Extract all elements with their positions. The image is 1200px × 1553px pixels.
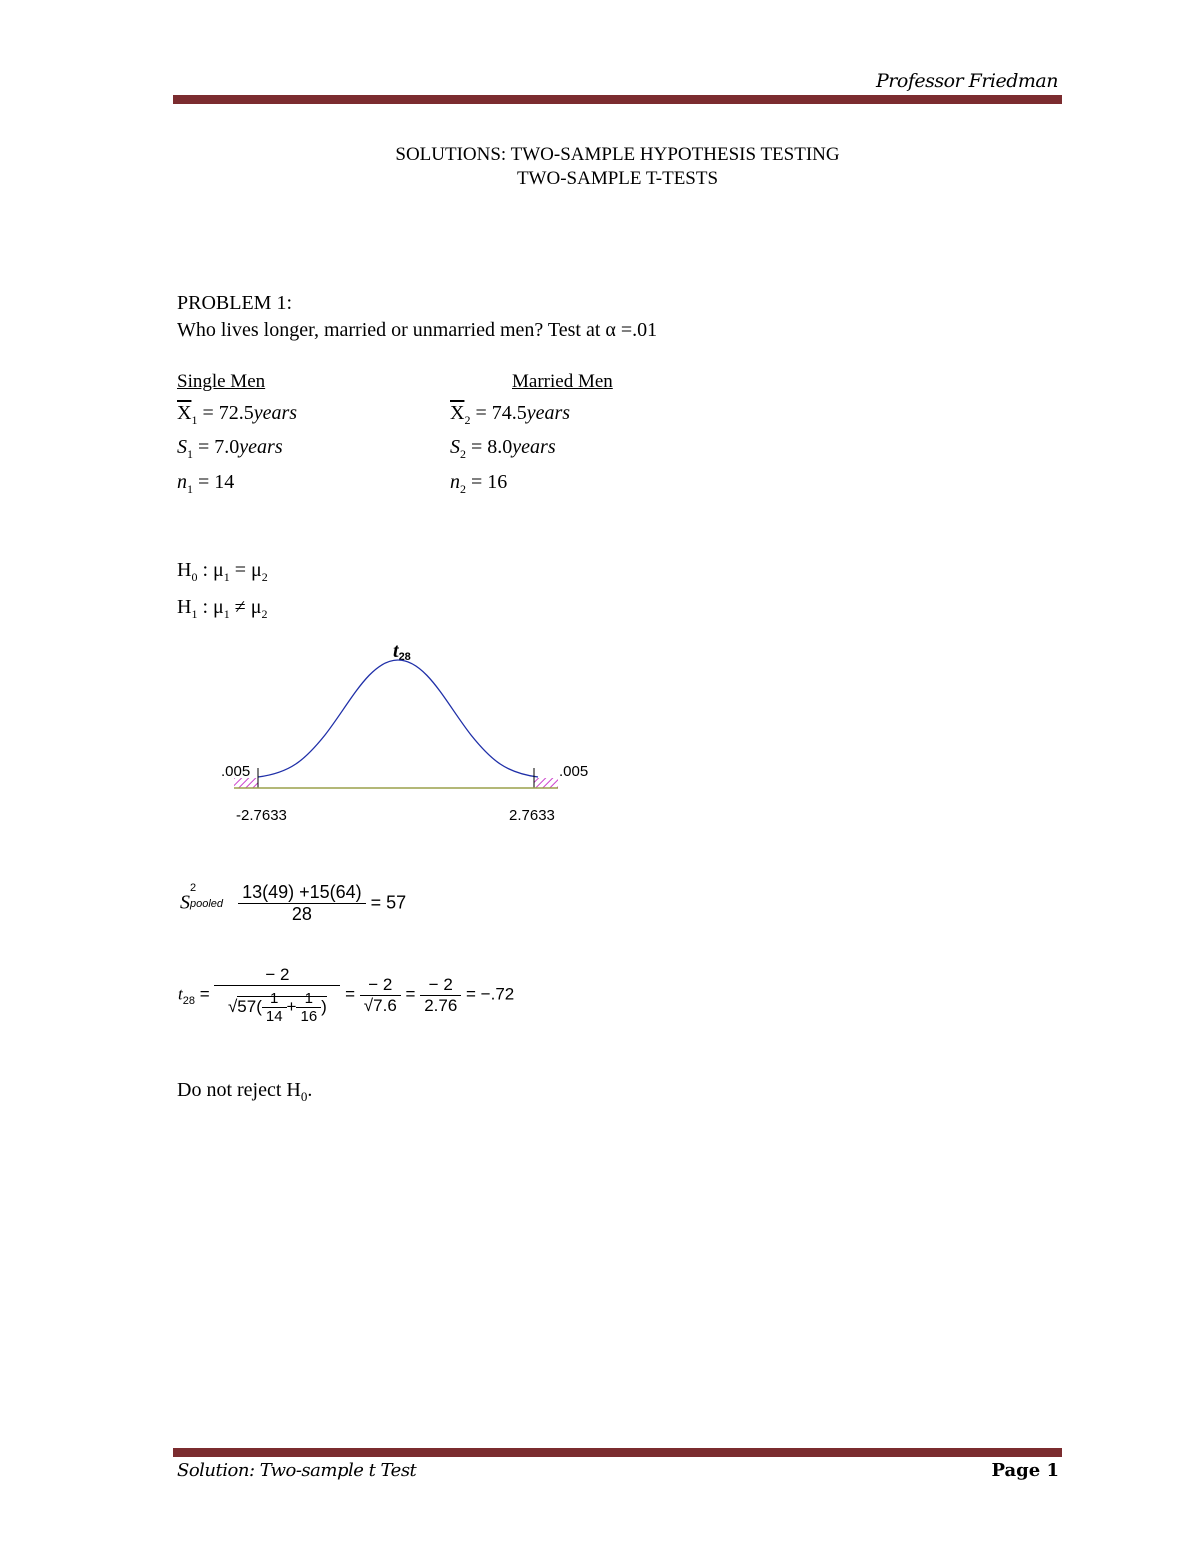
- page-subtitle: TWO-SAMPLE T-TESTS: [516, 168, 719, 189]
- right-tail-label: .005: [559, 763, 589, 780]
- t-statistic: $t_{28}$ = − 2 √57( $\frac{1}{14}$ + $\frac{1}{16}$ ) = $\frac{- 2}{√7.6}$ = $\frac{- 2}{2.76}$ = −.72: [178, 965, 515, 1025]
- conclusion: Do not reject $H_0$.: [177, 1079, 313, 1104]
- footer-rule: [173, 1448, 1062, 1457]
- page-number: Page 1: [991, 1460, 1059, 1481]
- single-sd: $S_1$ = 7.0years: [177, 436, 283, 461]
- header-author: Professor Friedman: [876, 70, 1058, 92]
- alt-hypothesis: $H_1$ : $\mu_1 \ne \mu_2$: [177, 596, 268, 621]
- married-mean: $\overline{X}_2$ = 74.5years: [450, 402, 571, 427]
- header-rule: [173, 95, 1062, 104]
- married-men-heading: Married Men: [512, 371, 613, 392]
- right-crit-label: 2.7633: [509, 807, 555, 824]
- t-distribution-diagram: [200, 635, 620, 835]
- single-men-heading: Single Men: [177, 371, 266, 392]
- page-title: SOLUTIONS: TWO-SAMPLE HYPOTHESIS TESTING: [395, 144, 840, 165]
- t-curve: [258, 660, 538, 777]
- problem-label: PROBLEM 1:: [177, 292, 293, 314]
- left-crit-label: -2.7633: [236, 807, 287, 824]
- right-tail-shade: [534, 778, 558, 788]
- pooled-variance: S 2 pooled $\frac{13(49) +15(64)}{28}$ = 57: [180, 882, 407, 924]
- single-n: $n_1 = 14$: [177, 471, 235, 496]
- left-tail-label: .005: [221, 763, 251, 780]
- married-sd: $S_2$ = 8.0years: [450, 436, 556, 461]
- married-n: $n_2 = 16$: [450, 471, 508, 496]
- t-label: t28: [393, 640, 411, 663]
- null-hypothesis: $H_0$ : $\mu_1 = \mu_2$: [177, 559, 268, 584]
- single-mean: $\overline{X}_1$ = 72.5years: [177, 402, 298, 427]
- footer-title: Solution: Two-sample t Test: [177, 1460, 417, 1481]
- problem-question: Who lives longer, married or unmarried men? Test at α =.01: [177, 319, 658, 341]
